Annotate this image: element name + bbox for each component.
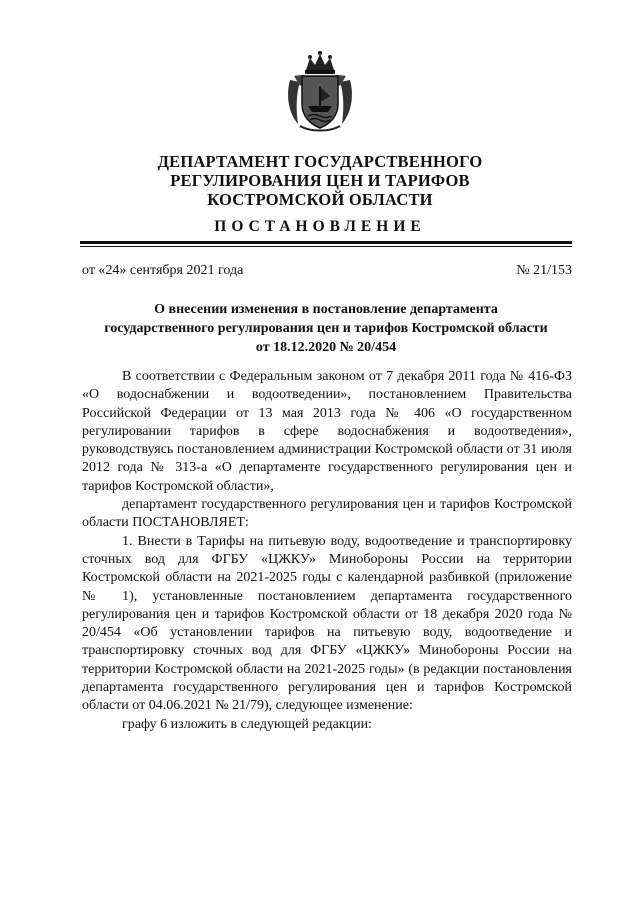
body-paragraph-3: 1. Внести в Тарифы на питьевую воду, водоотведение и транспортировку сточных вод для ФГБУ «ЦЖКУ» Минобороны России на территории Костромской области на 2021-2025 годы с календарной разбивкой (приложение № 1), установленные постановлением департамента государственного регулирования цен и тарифов Костромской области от 18 декабря 2020 года № 20/454 «Об установлении тарифов на питьевую воду, водоотведение и транспортировку сточных вод для ФГБУ «ЦЖКУ» Минобороны России на территории Костромской области на 2021-2025 годы» (в редакции постановления департамента государственного регулирования цен и тарифов Костромской области от 04.06.2021 № 21/79), следующее изменение: [82,533,572,714]
header-divider-thin [80,246,572,247]
body-paragraph-2: департамент государственного регулирования цен и тарифов Костромской области ПОСТАНОВЛЯЕТ: [82,497,572,531]
subject-line-2: государственного регулирования цен и тарифов Костромской области [104,321,548,336]
coat-of-arms-emblem [284,50,356,134]
document-subject [80,300,572,357]
department-title-line-3: КОСТРОМСКОЙ ОБЛАСТИ [207,190,433,209]
body-paragraph-4: графу 6 изложить в следующей редакции: [122,716,372,732]
subject-line-3: от 18.12.2020 № 20/454 [255,340,397,355]
coat-of-arms-icon [284,50,356,134]
document-body [82,368,572,734]
department-title-line-2: РЕГУЛИРОВАНИЯ ЦЕН И ТАРИФОВ [170,171,470,190]
header-divider-thick [80,241,572,244]
department-title [0,152,640,209]
document-date: от «24» сентября 2021 года [82,263,244,278]
subject-line-1: О внесении изменения в постановление департамента [154,302,498,317]
department-title-line-1: ДЕПАРТАМЕНТ ГОСУДАРСТВЕННОГО [157,152,483,171]
body-paragraph-1: В соответствии с Федеральным законом от 7 декабря 2011 года № 416-ФЗ «О водоснабжении и водоотведении», постановлением Правительства Российской Федерации от 13 мая 2013 года № 406 «О государственном регулировании тарифов в сфере водоснабжения и водоотведения», руководствуясь постановлением администрации Костромской области от 31 июля 2012 года № 313-а «О департаменте государственного регулирования цен и тарифов Костромской области», [82,369,572,494]
document-type: ПОСТАНОВЛЕНИЕ [214,218,426,235]
document-number: № 21/153 [516,263,572,278]
